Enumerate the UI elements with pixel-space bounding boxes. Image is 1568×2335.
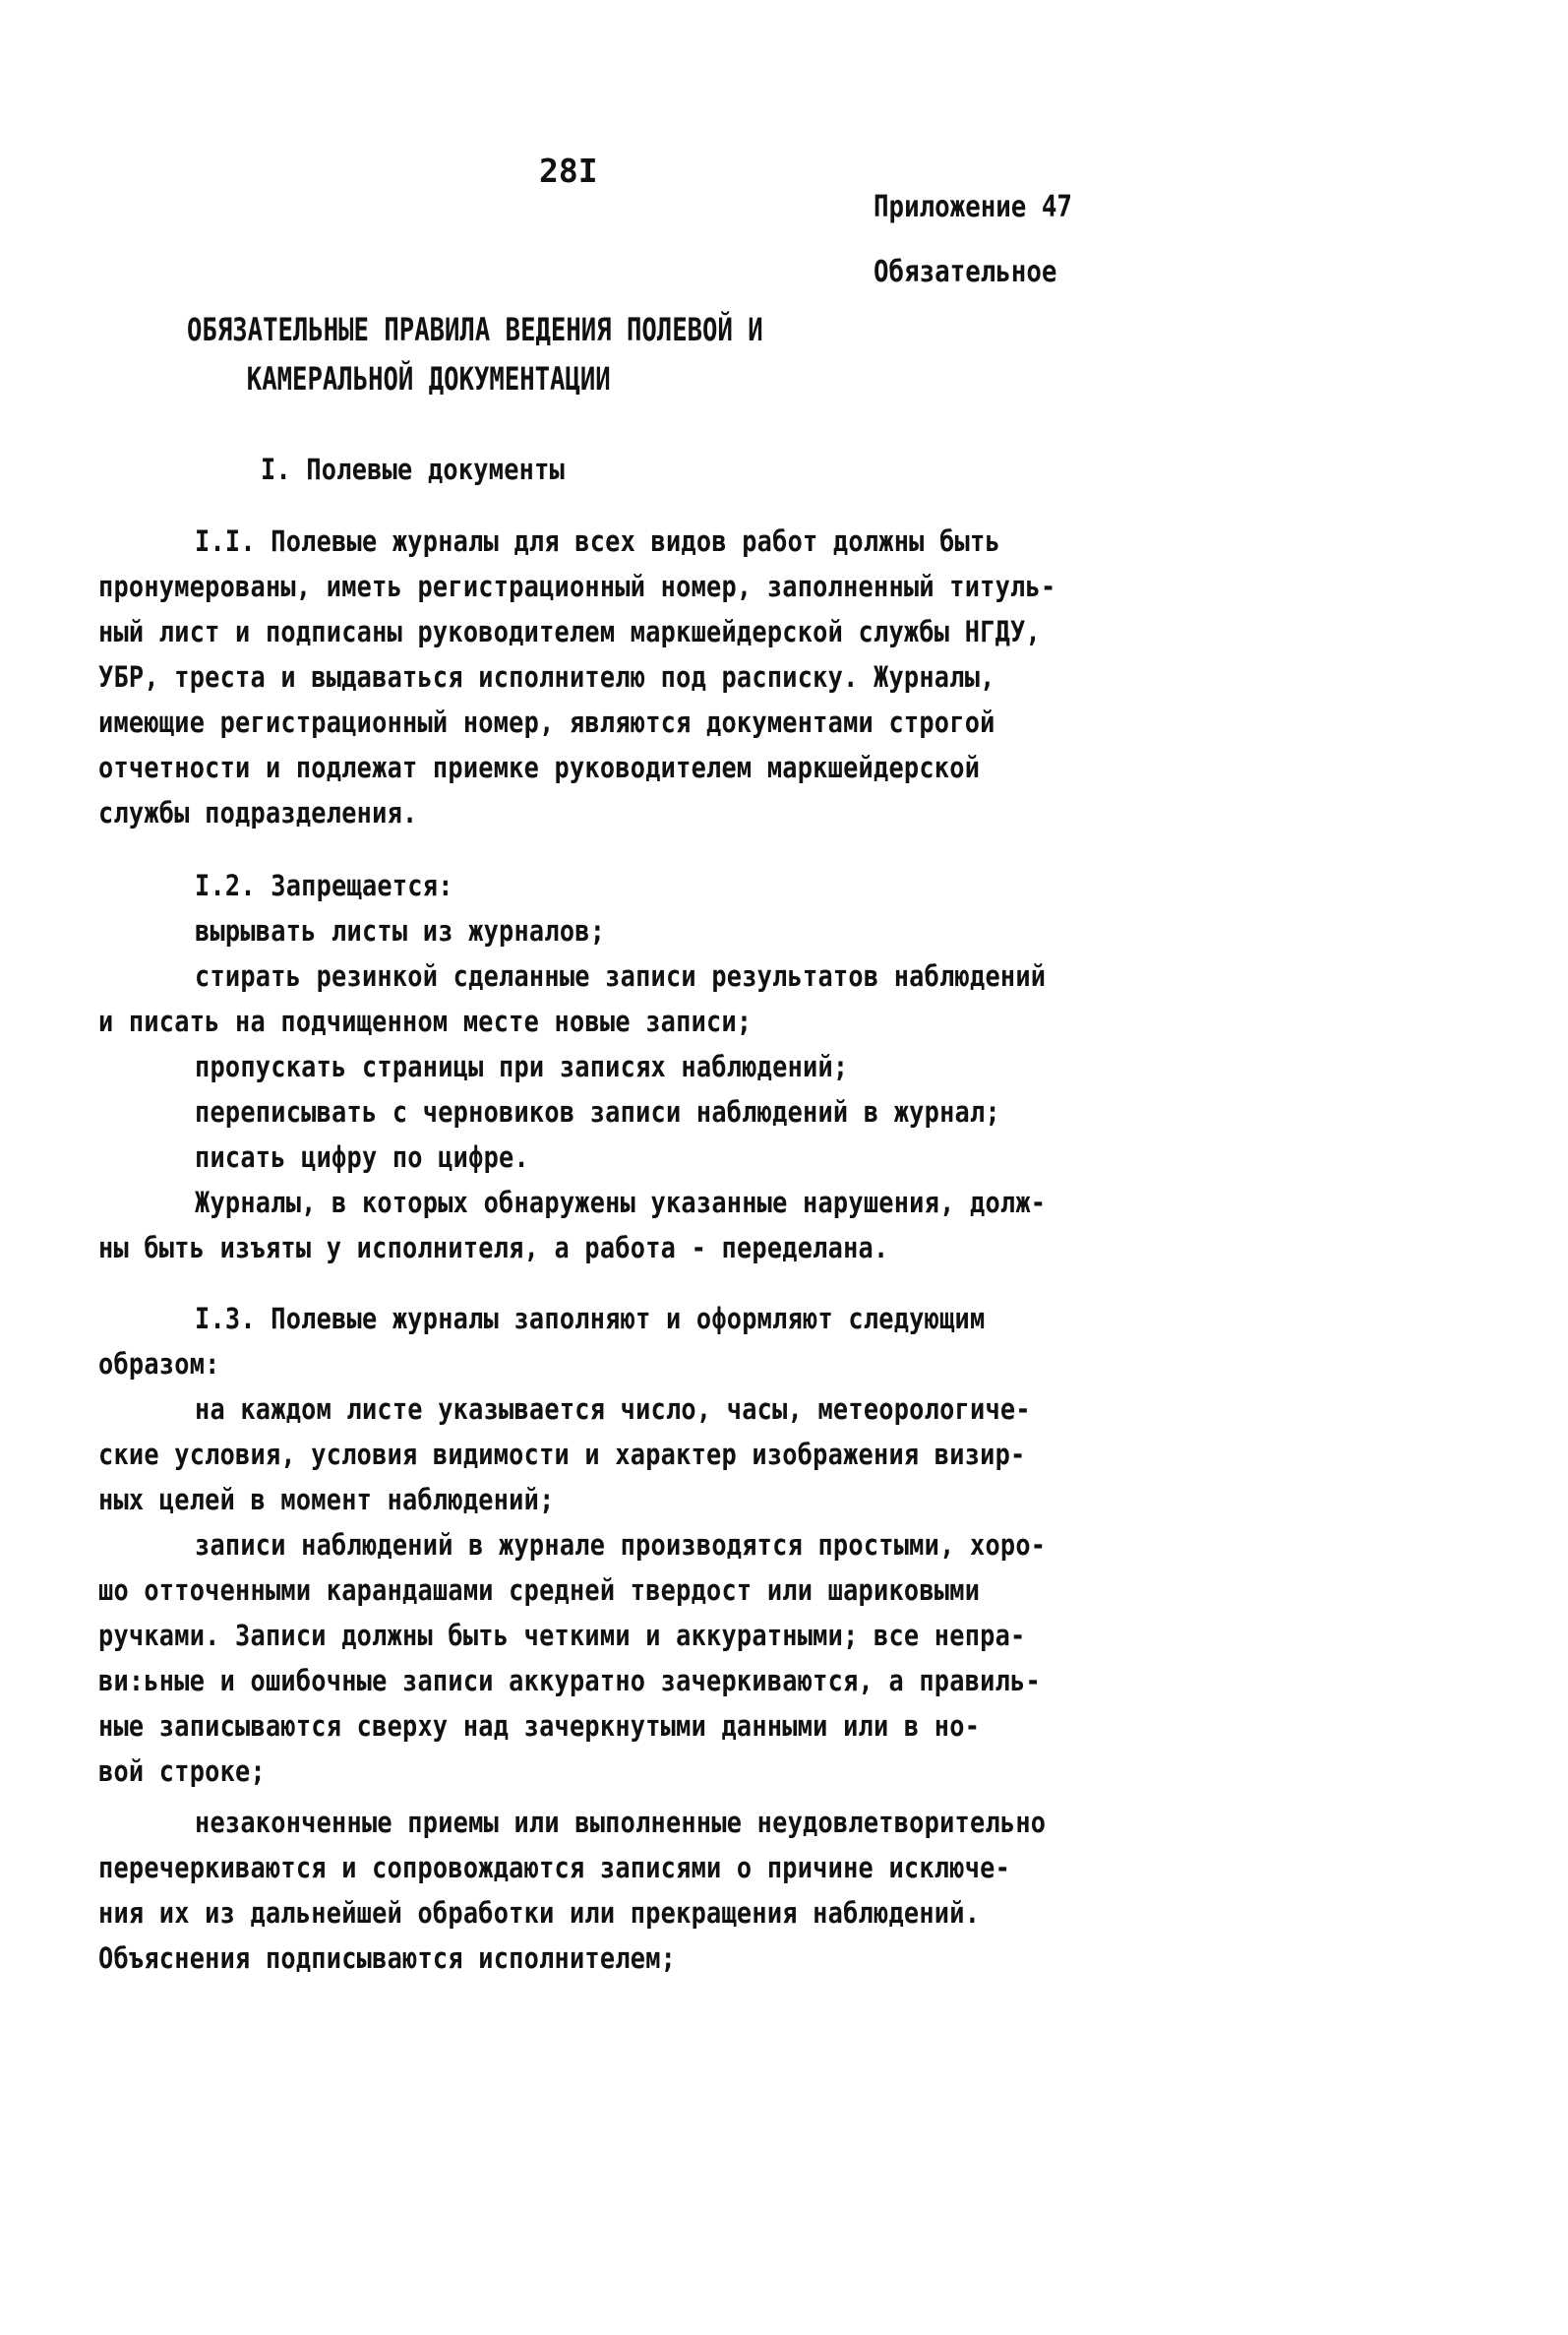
list-item: стирать резинкой сделанные записи результатов наблюдений	[195, 959, 1047, 993]
list-item: пропускать страницы при записях наблюдений;	[195, 1050, 849, 1083]
paragraph-line: I.3. Полевые журналы заполняют и оформляют следующим	[195, 1302, 986, 1335]
list-item: незаконченные приемы или выполненные неудовлетворительно	[195, 1806, 1047, 1839]
list-item: Объяснения подписываются исполнителем;	[98, 1941, 677, 1975]
list-item: записи наблюдений в журнале производятся простыми, хоро-	[195, 1528, 1047, 1562]
list-item: ния их из дальнейшей обработки или прекращения наблюдений.	[98, 1896, 981, 1930]
list-item: ви:ьные и ошибочные записи аккуратно зачеркиваются, а правиль-	[98, 1664, 1041, 1697]
appendix-header	[874, 175, 1072, 305]
paragraph-line: имеющие регистрационный номер, являются документами строгой	[98, 706, 995, 739]
list-item: вой строке;	[98, 1754, 266, 1788]
list-item: ных целей в момент наблюдений;	[98, 1483, 555, 1516]
section-heading: I. Полевые документы	[261, 453, 566, 486]
paragraph-line: отчетности и подлежат приемке руководителем маркшейдерской	[98, 751, 981, 784]
list-item: вырывать листы из журналов;	[195, 914, 606, 948]
paragraph-line: образом:	[98, 1347, 220, 1381]
list-item: переписывать с черновиков записи наблюдений в журнал;	[195, 1095, 1000, 1129]
paragraph-line: службы подразделения.	[98, 796, 418, 830]
paragraph-line: ный лист и подписаны руководителем маркшейдерской службы НГДУ,	[98, 615, 1041, 648]
title-line-1: ОБЯЗАТЕЛЬНЫЕ ПРАВИЛА ВЕДЕНИЯ ПОЛЕВОЙ И	[187, 311, 763, 348]
paragraph-line: Журналы, в которых обнаружены указанные нарушения, долж-	[195, 1186, 1047, 1219]
title-line-2: КАМЕРАЛЬНОЙ ДОКУМЕНТАЦИИ	[246, 360, 611, 398]
appendix-status: Обязательное	[874, 255, 1057, 289]
list-item: и писать на подчищенном месте новые записи;	[98, 1005, 753, 1038]
document-title	[187, 305, 763, 403]
paragraph-line: ны быть изъяты у исполнителя, а работа - переделана.	[98, 1231, 889, 1264]
list-item: на каждом листе указывается число, часы, метеорологиче-	[195, 1392, 1031, 1426]
list-item: шо отточенными карандашами средней твердост или шариковыми	[98, 1573, 981, 1607]
paragraph-line: УБР, треста и выдаваться исполнителю под расписку. Журналы,	[98, 660, 995, 694]
paragraph-line: I.2. Запрещается:	[195, 869, 453, 902]
paragraph-line: пронумерованы, иметь регистрационный номер, заполненный титуль-	[98, 570, 1056, 603]
list-item: ские условия, условия видимости и характер изображения визир-	[98, 1438, 1026, 1471]
list-item: перечеркиваются и сопровождаются записями о причине исключе-	[98, 1851, 1011, 1884]
list-item: ручками. Записи должны быть четкими и аккуратными; все непра-	[98, 1619, 1026, 1652]
paragraph-line: I.I. Полевые журналы для всех видов работ должны быть	[195, 524, 1000, 558]
list-item: ные записываются сверху над зачеркнутыми данными или в но-	[98, 1709, 981, 1743]
page-number: 28I	[539, 152, 598, 190]
appendix-label: Приложение 47	[874, 190, 1072, 224]
list-item: писать цифру по цифре.	[195, 1140, 529, 1174]
